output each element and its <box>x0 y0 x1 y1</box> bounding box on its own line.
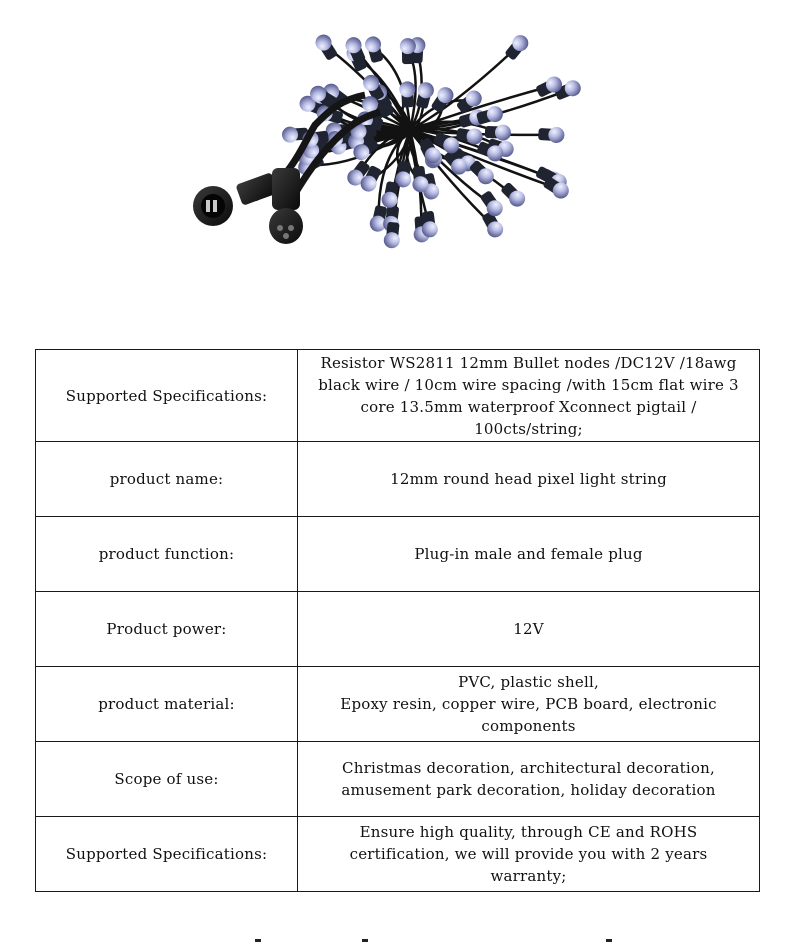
spec-label: Supported Specifications: <box>36 817 298 892</box>
led-pixel-string-photo <box>180 0 590 260</box>
led-node-icon <box>410 165 429 193</box>
spec-label: Product power: <box>36 592 298 667</box>
led-node-icon <box>363 35 385 64</box>
spec-label: product function: <box>36 517 298 592</box>
table-row <box>36 817 760 892</box>
spec-value-line: PVC, plastic shell, <box>458 673 599 691</box>
table-row <box>36 592 760 667</box>
spec-value: Resistor WS2811 12mm Bullet nodes /DC12V /18awg black wire / 10cm wire spacing /with 15cm flat wire 3 core 13.5mm waterproof Xconnect pigtail / 100cts/string; <box>298 350 760 442</box>
led-node-icon <box>499 180 529 210</box>
spec-value-line: Epoxy resin, copper wire, PCB board, electronic components <box>340 695 717 735</box>
spec-value: 12V <box>298 592 760 667</box>
table-row <box>36 667 760 742</box>
led-node-icon <box>312 32 339 63</box>
female-plug-icon <box>269 168 303 244</box>
led-node-icon <box>400 38 416 64</box>
spec-value: 12mm round head pixel light string <box>298 442 760 517</box>
specification-table <box>35 349 760 892</box>
table-row <box>36 517 760 592</box>
table-row <box>36 442 760 517</box>
led-node-icon <box>456 126 484 146</box>
spec-value: Ensure high quality, through CE and ROHS certification, we will provide you with 2 years warranty; <box>298 817 760 892</box>
table-row <box>36 742 760 817</box>
cropped-next-section <box>0 936 790 942</box>
spec-value: Plug-in male and female plug <box>298 517 760 592</box>
led-node-icon <box>399 81 416 108</box>
spec-label: Supported Specifications: <box>36 350 298 442</box>
spec-label: product name: <box>36 442 298 517</box>
male-plug-icon <box>193 172 279 226</box>
table-row <box>36 350 760 442</box>
spec-value: Christmas decoration, architectural decoration, amusement park decoration, holiday decoration <box>298 742 760 817</box>
spec-label: product material: <box>36 667 298 742</box>
spec-value <box>298 667 760 742</box>
led-node-icon <box>485 124 512 141</box>
led-node-icon <box>538 126 565 143</box>
spec-label: Scope of use: <box>36 742 298 817</box>
